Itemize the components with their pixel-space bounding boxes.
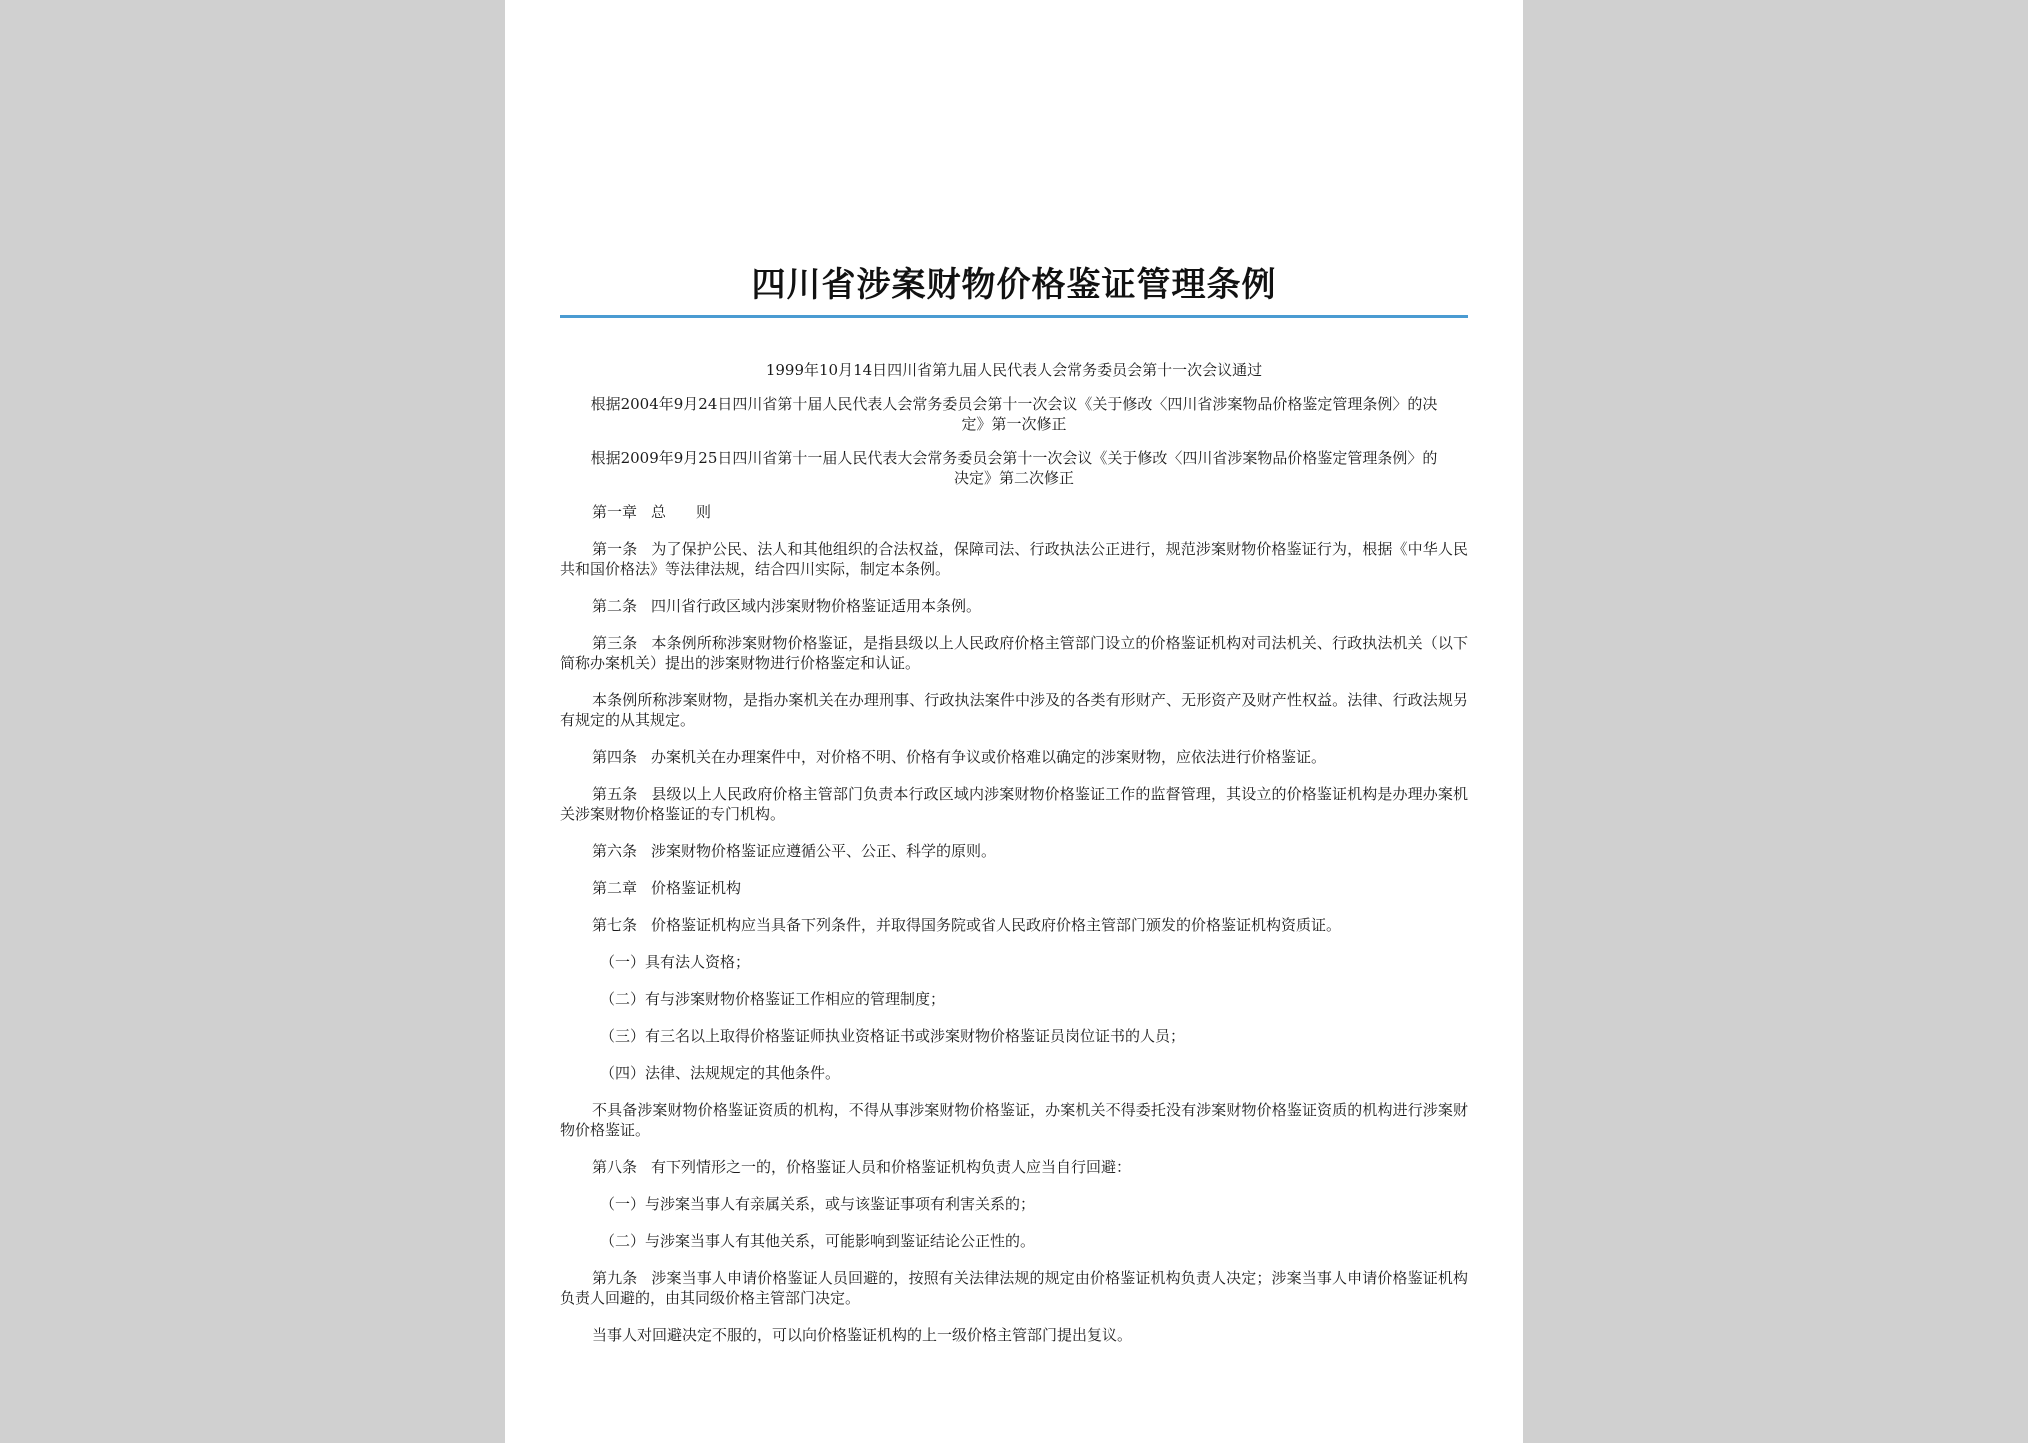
- article-label: 第六条: [592, 842, 638, 860]
- chapter-2-heading: [560, 878, 1468, 898]
- article-7: [560, 915, 1468, 935]
- article-9: [560, 1268, 1468, 1308]
- article-7-item-2: （二）有与涉案财物价格鉴证工作相应的管理制度；: [600, 990, 946, 1008]
- article-9-paragraph-2: 当事人对回避决定不服的，可以向价格鉴证机构的上一级价格主管部门提出复议。: [592, 1326, 1133, 1344]
- document-page: [505, 0, 1523, 1443]
- article-text: 涉案财物价格鉴证应遵循公平、公正、科学的原则。: [651, 842, 997, 860]
- amendment-note-2: 根据2009年9月25日四川省第十一届人民代表大会常务委员会第十一次会议《关于修改〈四川省涉案物品价格鉴定管理条例〉的决定》第二次修正: [590, 449, 1438, 487]
- article-8-item-2: （二）与涉案当事人有其他关系，可能影响到鉴证结论公正性的。: [600, 1232, 1036, 1250]
- article-7-item-4: （四）法律、法规规定的其他条件。: [600, 1064, 841, 1082]
- chapter-title: 总 则: [651, 503, 712, 521]
- article-7-item-1: （一）具有法人资格；: [600, 953, 751, 971]
- amendment-note-1: 根据2004年9月24日四川省第十届人民代表人会常务委员会第十一次会议《关于修改〈四川省涉案物品价格鉴定管理条例〉的决定》第一次修正: [590, 395, 1438, 433]
- article-label: 第四条: [592, 748, 638, 766]
- article-text: 价格鉴证机构应当具备下列条件，并取得国务院或省人民政府价格主管部门颁发的价格鉴证机构资质证。: [651, 916, 1342, 934]
- article-label: 第三条: [592, 634, 638, 652]
- article-label: 第八条: [592, 1158, 638, 1176]
- article-label: 第一条: [592, 540, 638, 558]
- document-body: [560, 360, 1468, 1362]
- article-label: 第九条: [592, 1269, 638, 1287]
- article-7-paragraph-2: 不具备涉案财物价格鉴证资质的机构，不得从事涉案财物价格鉴证，办案机关不得委托没有涉案财物价格鉴证资质的机构进行涉案财物价格鉴证。: [560, 1101, 1468, 1139]
- adoption-note: 1999年10月14日四川省第九届人民代表人会常务委员会第十一次会议通过: [765, 361, 1263, 379]
- article-text: 四川省行政区域内涉案财物价格鉴证适用本条例。: [651, 597, 982, 615]
- article-text: 办案机关在办理案件中，对价格不明、价格有争议或价格难以确定的涉案财物，应依法进行价格鉴证。: [651, 748, 1327, 766]
- title-divider: [560, 315, 1468, 318]
- article-label: 第五条: [592, 785, 638, 803]
- article-label: 第七条: [592, 916, 638, 934]
- article-8: [560, 1157, 1468, 1177]
- article-label: 第二条: [592, 597, 638, 615]
- article-2: [560, 596, 1468, 616]
- chapter-label: 第二章: [592, 879, 638, 897]
- article-text: 涉案当事人申请价格鉴证人员回避的，按照有关法律法规的规定由价格鉴证机构负责人决定；涉案当事人申请价格鉴证机构负责人回避的，由其同级价格主管部门决定。: [560, 1269, 1468, 1307]
- article-text: 县级以上人民政府价格主管部门负责本行政区域内涉案财物价格鉴证工作的监督管理，其设立的价格鉴证机构是办理办案机关涉案财物价格鉴证的专门机构。: [560, 785, 1468, 823]
- chapter-title: 价格鉴证机构: [651, 879, 742, 897]
- document-title: 四川省涉案财物价格鉴证管理条例: [751, 265, 1277, 305]
- chapter-1-heading: [560, 502, 1468, 522]
- article-text: 有下列情形之一的，价格鉴证人员和价格鉴证机构负责人应当自行回避：: [651, 1158, 1132, 1176]
- article-7-item-3: （三）有三名以上取得价格鉴证师执业资格证书或涉案财物价格鉴证员岗位证书的人员；: [600, 1027, 1186, 1045]
- article-text: 本条例所称涉案财物价格鉴证，是指县级以上人民政府价格主管部门设立的价格鉴证机构对司法机关、行政执法机关（以下简称办案机关）提出的涉案财物进行价格鉴定和认证。: [560, 634, 1468, 672]
- article-4: [560, 747, 1468, 767]
- article-3-paragraph-2: 本条例所称涉案财物，是指办案机关在办理刑事、行政执法案件中涉及的各类有形财产、无形资产及财产性权益。法律、行政法规另有规定的从其规定。: [560, 691, 1468, 729]
- article-text: 为了保护公民、法人和其他组织的合法权益，保障司法、行政执法公正进行，规范涉案财物价格鉴证行为，根据《中华人民共和国价格法》等法律法规，结合四川实际，制定本条例。: [560, 540, 1468, 578]
- article-1: [560, 539, 1468, 579]
- article-6: [560, 841, 1468, 861]
- article-3: [560, 633, 1468, 673]
- article-8-item-1: （一）与涉案当事人有亲属关系，或与该鉴证事项有利害关系的；: [600, 1195, 1036, 1213]
- chapter-label: 第一章: [592, 503, 638, 521]
- article-5: [560, 784, 1468, 824]
